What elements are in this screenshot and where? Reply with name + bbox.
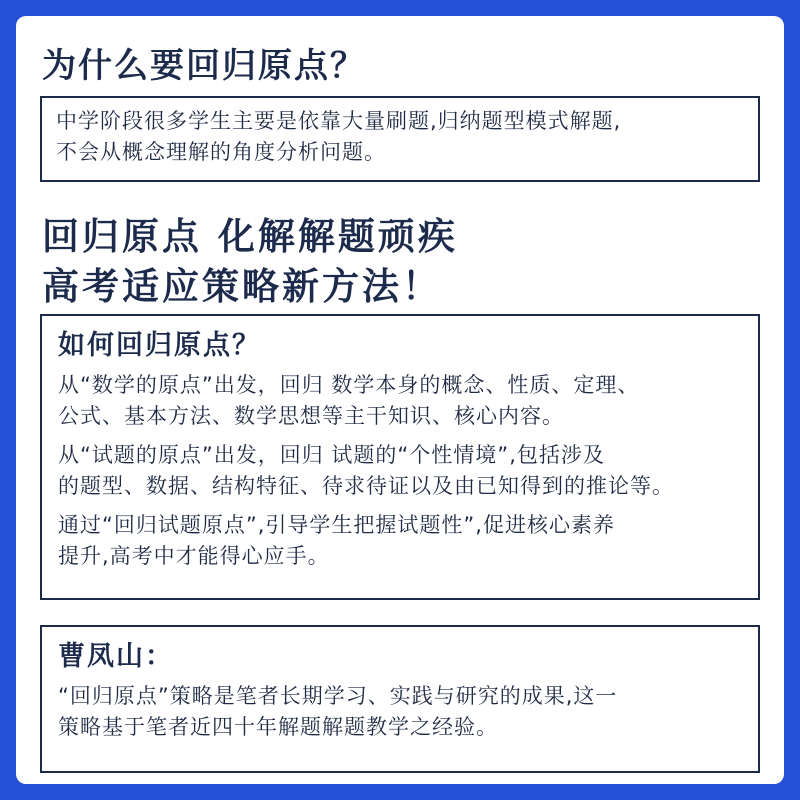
content-card [16,16,784,784]
section3-line-2: 策略基于笔者近四十年解题解题教学之经验。 [58,715,498,739]
headline-line-1: 回归原点 化解解题顽疾 [42,215,458,258]
headline-line-2: 高考适应策略新方法！ [42,265,442,308]
paragraph-gap [58,432,742,440]
section2-para2-line-2: 的题型、数据、结构特征、待求待证以及由已知得到的推论等。 [58,474,674,498]
section1-line-1: 中学阶段很多学生主要是依靠大量刷题,归纳题型模式解题, [56,109,622,133]
section3-title: 曹凤山： [58,641,174,672]
section1-box [40,96,760,182]
section2-para2-line-1: 从“试题的原点”出发，回归 试题的“个性情境”,包括涉及 [58,443,605,467]
section2-para1-line-2: 公式、基本方法、数学思想等主干知识、核心内容。 [58,404,564,428]
section2-title: 如何回归原点？ [58,330,261,361]
section2-para3-line-2: 提升,高考中才能得心应手。 [58,544,330,568]
section2-box [40,314,760,600]
section2-para1-line-1: 从“数学的原点”出发，回归 数学本身的概念、性质、定理、 [58,373,640,397]
section2-para3-line-1: 通过“回归试题原点”,引导学生把握试题性”,促进核心素养 [58,513,615,537]
section1-title: 为什么要回归原点？ [42,46,366,86]
section3-box [40,625,760,773]
section3-line-1: “回归原点”策略是笔者长期学习、实践与研究的成果,这一 [58,684,618,708]
paragraph-gap [58,502,742,510]
section1-line-2: 不会从概念理解的角度分析问题。 [56,140,386,164]
